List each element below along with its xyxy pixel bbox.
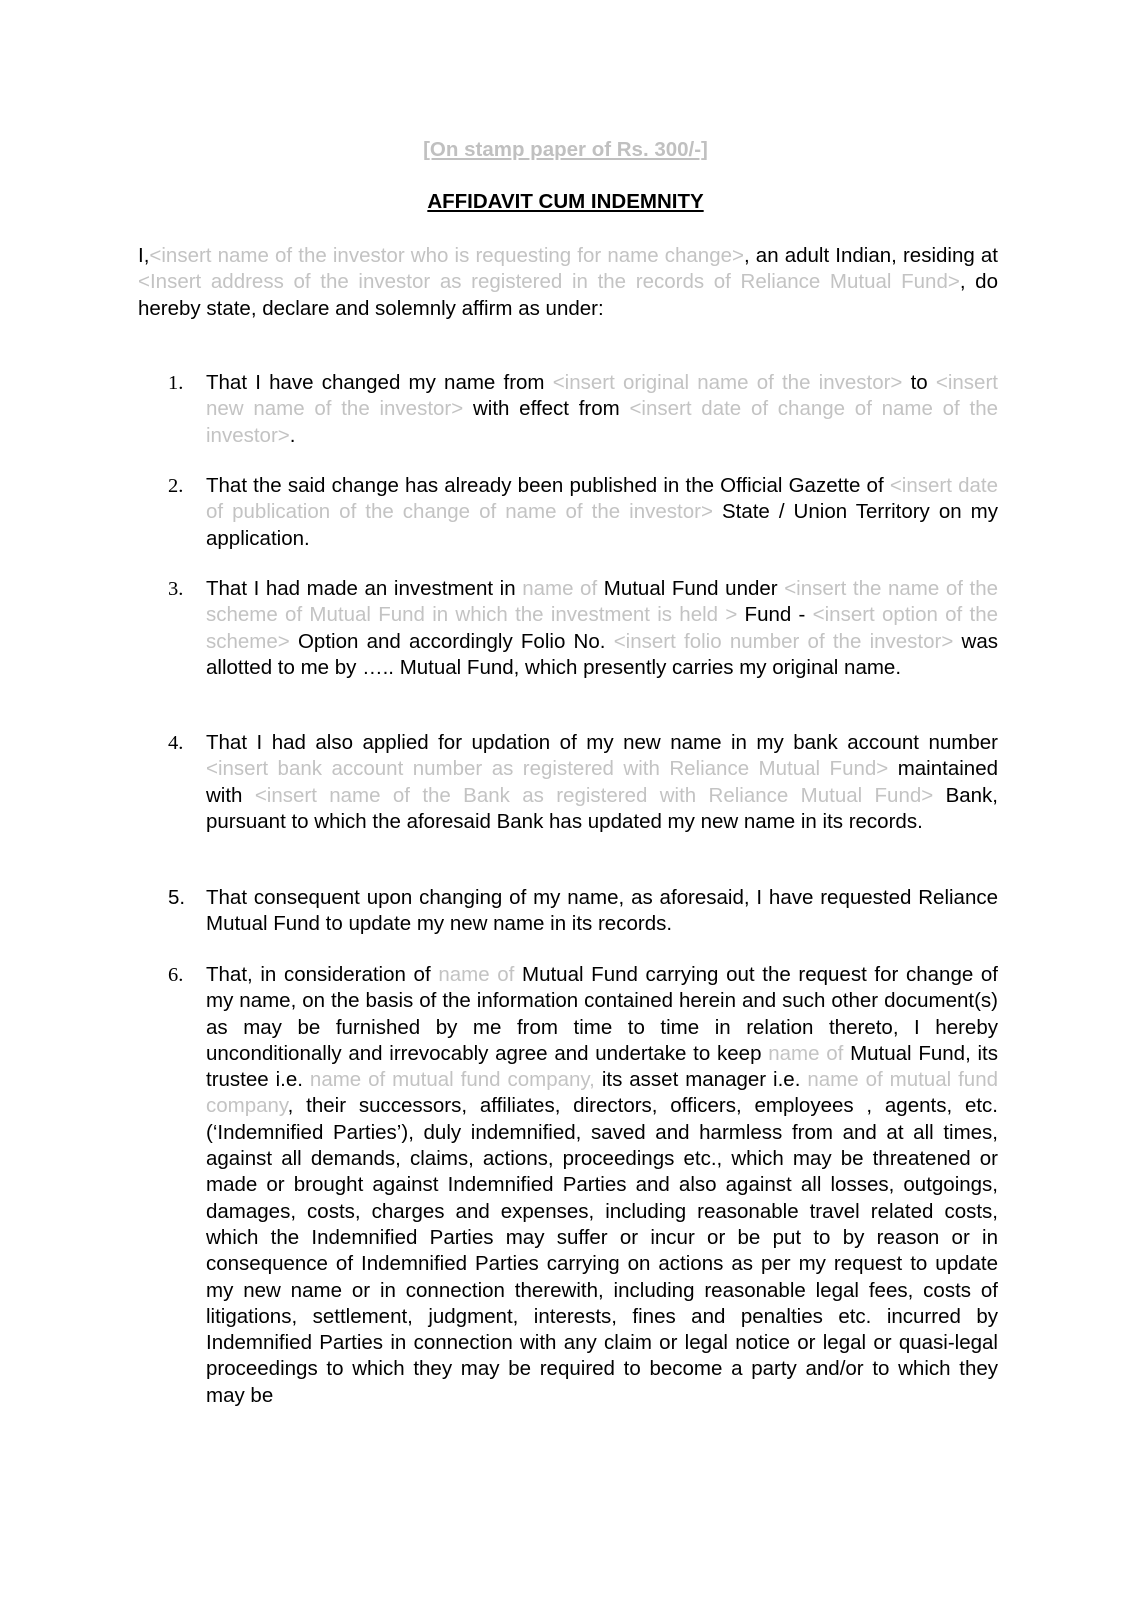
clause-text-part: Option and accordingly Folio No.: [289, 629, 614, 653]
document-title: AFFIDAVIT CUM INDEMNITY: [427, 190, 704, 213]
clause-text: [206, 473, 998, 552]
clause-text-part: with effect from: [463, 397, 630, 421]
clause-number: 2.: [168, 475, 184, 497]
fund-name-placeholder: name of: [438, 963, 515, 986]
publication-date-placeholder: <insert date of publication of the change of name of the investor>: [206, 474, 998, 524]
clause-text: [206, 730, 998, 835]
clause-number: 3.: [168, 578, 184, 600]
intro-text-1: I,: [138, 244, 150, 267]
clause-text-part: That consequent upon changing of my name, as aforesaid, I have requested Reliance Mutual Fund to update my new name in its records.: [206, 886, 998, 936]
change-date-placeholder: <insert date of change of name of the investor>: [206, 397, 999, 447]
clause-number: 1.: [168, 372, 184, 394]
scheme-name-placeholder: <insert the name of the scheme of Mutual Fund in which the investment is held >: [206, 577, 998, 627]
clause-text-part: to: [902, 371, 936, 394]
clause-text-part: maintained with: [206, 757, 998, 807]
clause-number: 6.: [168, 964, 184, 986]
clause-text: [206, 370, 998, 449]
bank-name-placeholder: <insert name of the Bank as registered with Reliance Mutual Fund>: [254, 783, 934, 807]
clause-text-part: Mutual Fund carrying out the request for change of my name, on the basis of the information contained herein and such other document(s) as may be furnished by me from time to time in relation thereto, I hereby unconditionally and irrevocably agree and undertake to keep: [206, 963, 998, 1065]
fund-name-placeholder: name of: [768, 1041, 844, 1065]
clause-text-part: .: [289, 423, 296, 447]
folio-number-placeholder: <insert folio number of the investor>: [613, 629, 954, 653]
clause-text: [206, 576, 998, 681]
fund-name-placeholder: name of: [522, 577, 598, 600]
intro-text-2: , an adult Indian, residing at: [743, 244, 998, 267]
clause-text-part: That I had also applied for updation of my new name in my bank account number: [206, 731, 998, 754]
clause-number: 5.: [168, 886, 186, 909]
trustee-company-placeholder: name of mutual fund company,: [309, 1068, 595, 1092]
clause-text-part: Mutual Fund under: [597, 577, 785, 600]
investor-address-placeholder: <Insert address of the investor as registered in the records of Reliance Mutual Fund>: [138, 270, 960, 294]
clause-text-part: was allotted to me by ….. Mutual Fund, which presently carries my original name.: [206, 629, 998, 679]
scheme-option-placeholder: <insert option of the scheme>: [206, 603, 998, 653]
asset-manager-company-placeholder: name of mutual fund company: [206, 1068, 998, 1118]
clause-text: [206, 962, 998, 1409]
original-name-placeholder: <insert original name of the investor>: [552, 371, 903, 394]
clause-text-part: State / Union Territory on my application.: [206, 500, 998, 550]
investor-name-placeholder: <insert name of the investor who is requesting for name change>: [149, 244, 744, 267]
clause-text-part: its asset manager i.e.: [594, 1068, 808, 1092]
clause-text-part: That I have changed my name from: [206, 371, 553, 394]
clause-text-part: That I had made an investment in: [206, 577, 523, 600]
intro-paragraph: [138, 243, 998, 322]
clause-text: [206, 885, 998, 938]
clause-text-part: Mutual Fund, its trustee i.e.: [206, 1041, 999, 1092]
clause-text-part: Bank, pursuant to which the aforesaid Bank has updated my new name in its records.: [206, 783, 999, 833]
clause-text-part: That, in consideration of: [206, 963, 439, 986]
intro-text-3: , do hereby state, declare and solemnly affirm as under:: [138, 270, 998, 320]
bank-account-placeholder: <insert bank account number as registered with Reliance Mutual Fund>: [206, 757, 889, 781]
new-name-placeholder: <insert new name of the investor>: [206, 371, 998, 421]
clause-text-part: That the said change has already been published in the Official Gazette of: [206, 474, 890, 497]
stamp-paper-note: [On stamp paper of Rs. 300/-]: [423, 138, 708, 161]
clause-text-part: Fund -: [737, 603, 813, 627]
clause-number: 4.: [168, 732, 184, 754]
clause-text-part: , their successors, affiliates, directors, officers, employees , agents, etc. (‘Indemnified Parties’), duly indemnified, saved and harmless from and at all times, against all demands, claims, actions, proceedings etc., which may be threatened or made or brought against Indemnified Parties and also against all losses, outgoings, damages, costs, charges and expenses, including reasonable travel related costs, which the Indemnified Parties may suffer or incur or be put to by reason or in consequence of Indemnified Parties carrying on actions as per my request to update my new name or in connection therewith, including reasonable legal fees, costs of litigations, settlement, judgment, interests, fines and penalties etc. incurred by Indemnified Parties in connection with any claim or legal notice or legal or quasi-legal proceedings to which they may be required to become a party and/or to which they may be: [206, 1094, 998, 1407]
